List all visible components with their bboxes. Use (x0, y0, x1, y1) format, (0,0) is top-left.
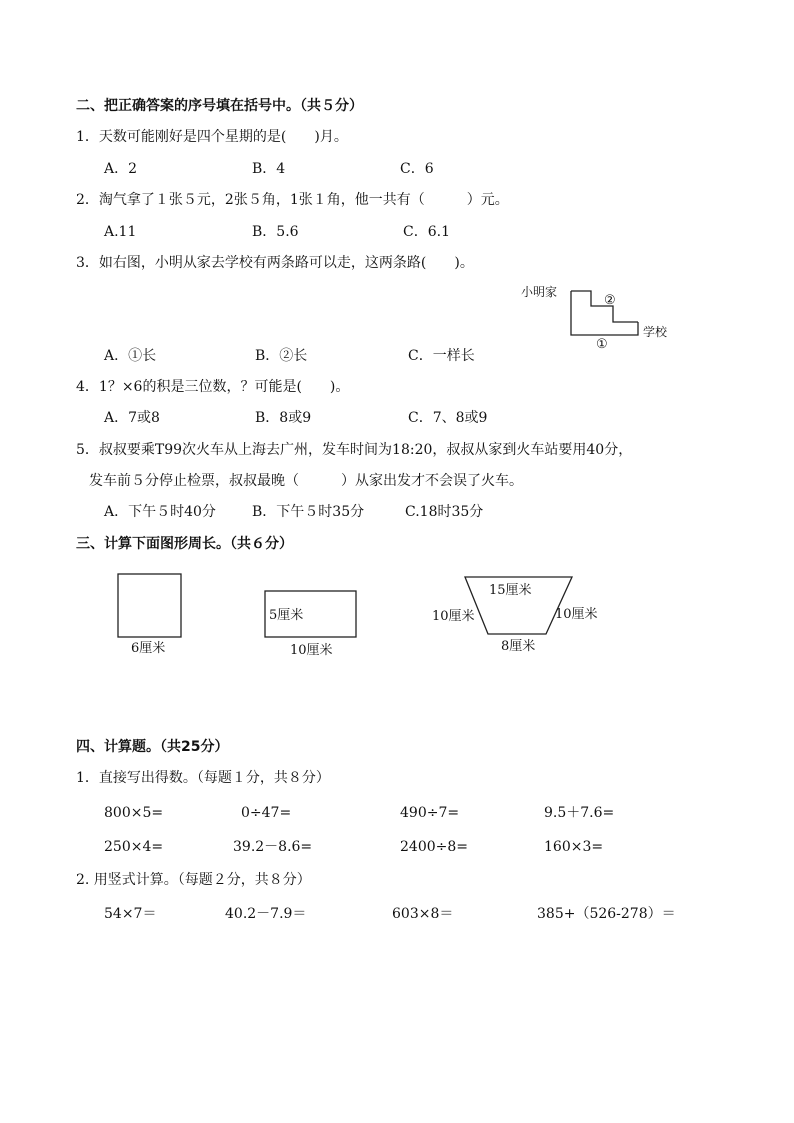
question-1: 1．天数可能刚好是四个星期的是( )月。 (76, 129, 348, 145)
q2-option-a: A.11 (104, 224, 137, 240)
section4-title: 四、计算题。（共25分） (76, 739, 229, 755)
q5-option-c: C.18时35分 (405, 504, 484, 520)
q2-option-b: B．5.6 (252, 224, 299, 240)
question-3: 3．如右图，小明从家去学校有两条路可以走，这两条路( )。 (76, 255, 474, 271)
path1-label: ① (596, 337, 608, 352)
calc-1-3: 490÷7= (400, 805, 460, 821)
question-4: 4．1？×6的积是三位数，？可能是( )。 (76, 379, 350, 395)
question-5-line2: 发车前５分停止检票，叔叔最晚（ ）从家出发才不会误了火车。 (89, 473, 523, 489)
section2-title: 二、把正确答案的序号填在括号中。（共５分） (76, 98, 363, 114)
vertical-calc-4: 385+（526-278）＝ (537, 906, 676, 922)
calc-1-4: 9.5＋7.6= (544, 805, 615, 821)
calc-2-1: 250×4= (104, 839, 164, 855)
q4-option-a: A．7或8 (104, 410, 160, 426)
q2-option-c: C．6.1 (403, 224, 450, 240)
rectangle-width-label: 5厘米 (269, 608, 304, 623)
school-label: 学校 (643, 325, 668, 339)
question-5-line1: 5．叔叔要乘T99次火车从上海去广州，发车时间为18:20，叔叔从家到火车站要用40分， (76, 442, 633, 458)
square-side-label: 6厘米 (131, 641, 166, 656)
q1-option-c: C．6 (400, 161, 434, 177)
part2-title: 2. 用竖式计算。（每题２分，共８分） (76, 872, 311, 888)
section3-title: 三、计算下面图形周长。（共６分） (76, 536, 293, 552)
q3-option-a: A．①长 (104, 348, 157, 364)
calc-1-1: 800×5= (104, 805, 164, 821)
q5-option-b: B．下午５时35分 (252, 504, 365, 520)
vertical-calc-3: 603×8＝ (392, 906, 454, 922)
q1-option-b: B．4 (252, 161, 286, 177)
trapezoid-bottom-label: 8厘米 (501, 639, 536, 654)
calc-2-3: 2400÷8= (400, 839, 468, 855)
q4-option-c: C．7、8或9 (408, 410, 488, 426)
q3-option-b: B．②长 (255, 348, 308, 364)
home-label: 小明家 (521, 285, 558, 299)
q3-option-c: C．一样长 (408, 348, 475, 364)
trapezoid-right-label: 10厘米 (555, 607, 598, 622)
part1-title: 1．直接写出得数。（每题１分，共８分） (76, 770, 330, 786)
path2-label: ② (604, 293, 616, 308)
calc-2-4: 160×3= (544, 839, 604, 855)
q4-option-b: B．8或9 (255, 410, 312, 426)
vertical-calc-1: 54×7＝ (104, 906, 157, 922)
question-2: 2．淘气拿了１张５元，2张５角，1张１角，他一共有（ ）元。 (76, 192, 509, 208)
q5-option-a: A．下午５时40分 (104, 504, 216, 520)
q1-option-a: A．2 (104, 161, 138, 177)
trapezoid-top-label: 15厘米 (489, 583, 532, 598)
rectangle-length-label: 10厘米 (290, 643, 333, 658)
vertical-calc-2: 40.2－7.9＝ (225, 906, 307, 922)
calc-2-2: 39.2－8.6= (233, 839, 313, 855)
square-shape (118, 574, 181, 637)
calc-1-2: 0÷47= (241, 805, 292, 821)
trapezoid-left-label: 10厘米 (432, 609, 475, 624)
